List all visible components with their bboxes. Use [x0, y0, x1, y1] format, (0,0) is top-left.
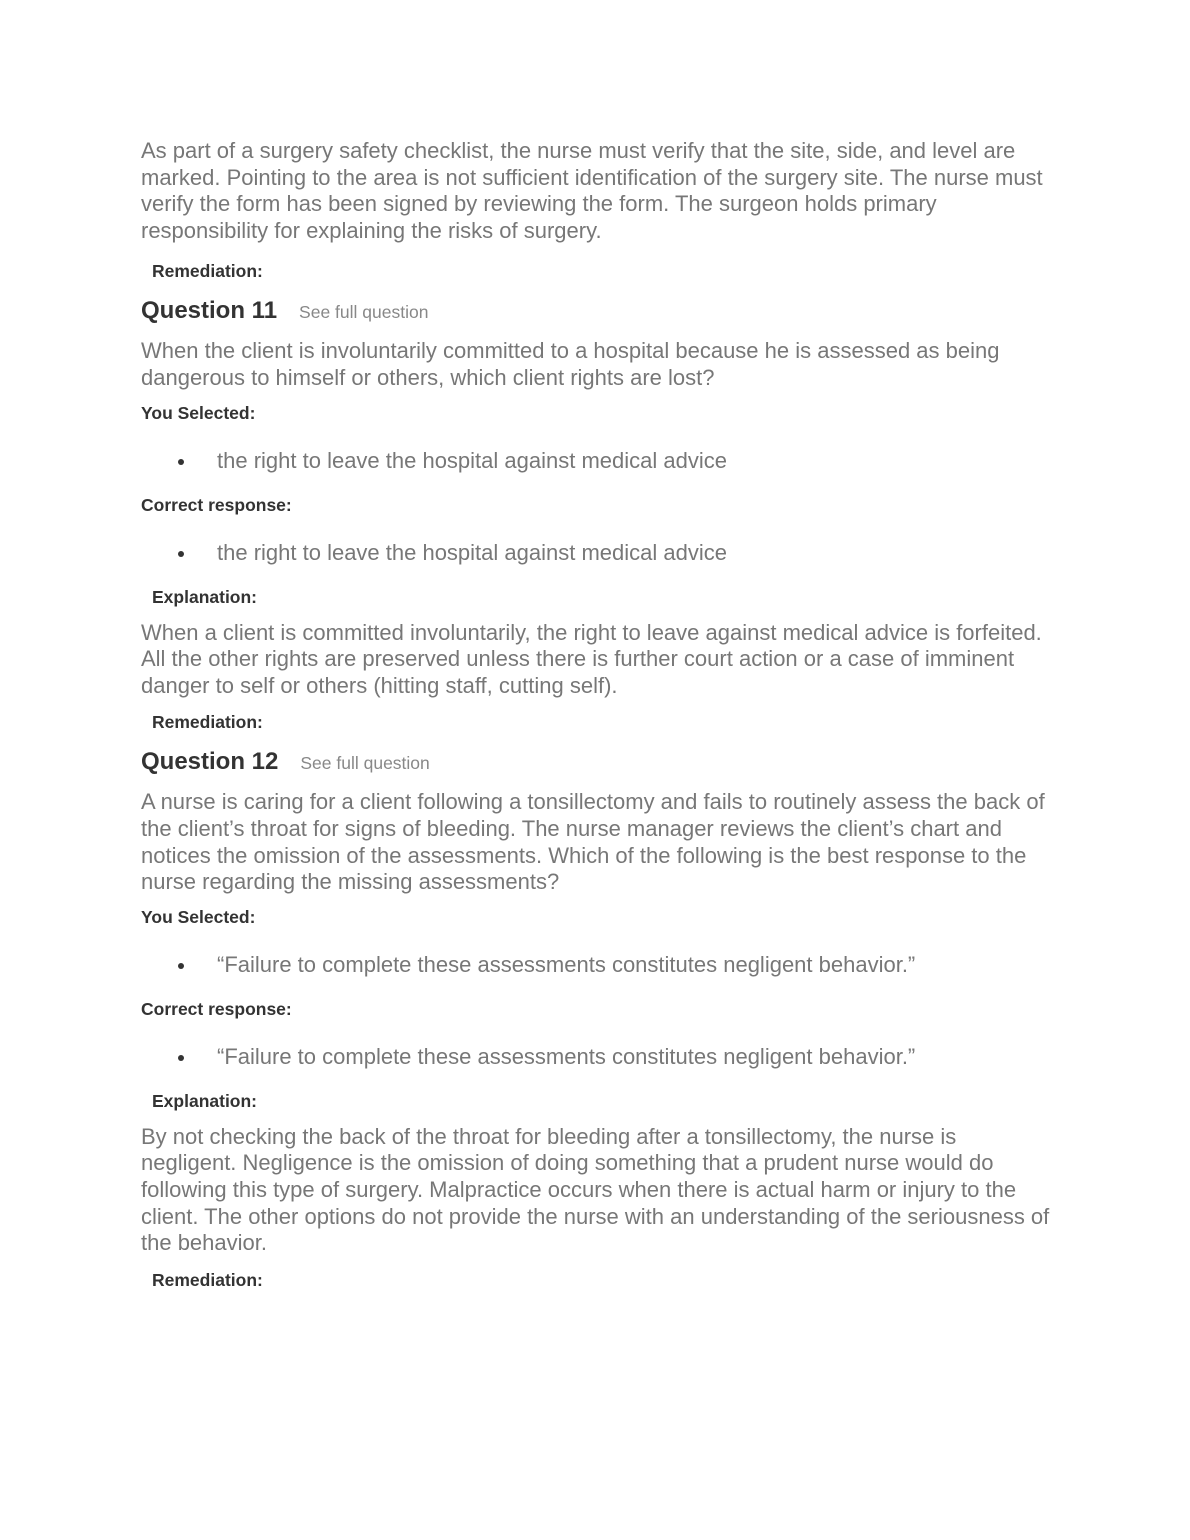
correct-answer-list: [141, 1044, 1051, 1070]
explanation-text: By not checking the back of the throat for bleeding after a tonsillectomy, the nurse is negligent. Negligence is the omission of doing something that a prudent nurse would do following this type of surgery. Malpractice occurs when there is actual harm or injury to the client. The other options do not provide the nurse with an understanding of the seriousness of the behavior.: [141, 1123, 1050, 1256]
question-heading: [141, 747, 1051, 777]
question-title: Question 11: [141, 297, 278, 325]
previous-explanation-text: As part of a surgery safety checklist, the nurse must verify that the site, side, and level are marked. Pointing to the area is not sufficient identification of the surgery site. The nurse must verify the form has been signed by reviewing the form. The surgeon holds primary responsibility for explaining the risks of surgery.: [141, 138, 1043, 243]
correct-response-label: Correct response:: [141, 494, 292, 515]
bullet-icon: [178, 551, 184, 557]
remediation-label: Remediation:: [152, 1269, 263, 1290]
question-text: When the client is involuntarily committed to a hospital because he is assessed as being dangerous to himself or others, which client rights are lost?: [141, 338, 1000, 390]
remediation-label: Remediation:: [152, 261, 263, 282]
correct-answer: [141, 540, 1051, 566]
question-heading: [141, 296, 1051, 326]
question-title: Question 12: [141, 748, 279, 776]
selected-answer: [141, 952, 1051, 978]
selected-answer-text: the right to leave the hospital against medical advice: [217, 447, 727, 473]
selected-answer-list: [141, 448, 1051, 474]
see-full-question-link[interactable]: See full question: [299, 302, 429, 323]
correct-answer-list: [141, 540, 1051, 566]
question-text: A nurse is caring for a client following a tonsillectomy and fails to routinely assess the back of the client’s throat for signs of bleeding. The nurse manager reviews the client’s chart and notices the omission of the assessments. Which of the following is the best response to the nurse regarding the missing assessments?: [141, 789, 1045, 895]
results-page: [141, 138, 1051, 1291]
explanation-label: Explanation:: [152, 586, 258, 607]
remediation-label: Remediation:: [152, 712, 263, 733]
selected-answer-text: “Failure to complete these assessments constitutes negligent behavior.”: [217, 951, 916, 977]
correct-answer-text: “Failure to complete these assessments constitutes negligent behavior.”: [217, 1043, 916, 1069]
selected-answer-list: [141, 952, 1051, 978]
question-12-block: [141, 747, 1051, 1290]
you-selected-label: You Selected:: [141, 906, 256, 927]
correct-answer: [141, 1044, 1051, 1070]
selected-answer: [141, 448, 1051, 474]
see-full-question-link[interactable]: See full question: [300, 753, 430, 774]
bullet-icon: [178, 459, 184, 465]
bullet-icon: [178, 963, 184, 969]
question-11-block: [141, 296, 1051, 747]
correct-answer-text: the right to leave the hospital against medical advice: [217, 539, 727, 565]
bullet-icon: [178, 1055, 184, 1061]
you-selected-label: You Selected:: [141, 402, 256, 423]
explanation-text: When a client is committed involuntarily, the right to leave against medical advice is forfeited. All the other rights are preserved unless there is further court action or a case of imminent danger to self or others (hitting staff, cutting self).: [141, 619, 1042, 698]
correct-response-label: Correct response:: [141, 998, 292, 1019]
explanation-label: Explanation:: [152, 1090, 258, 1111]
